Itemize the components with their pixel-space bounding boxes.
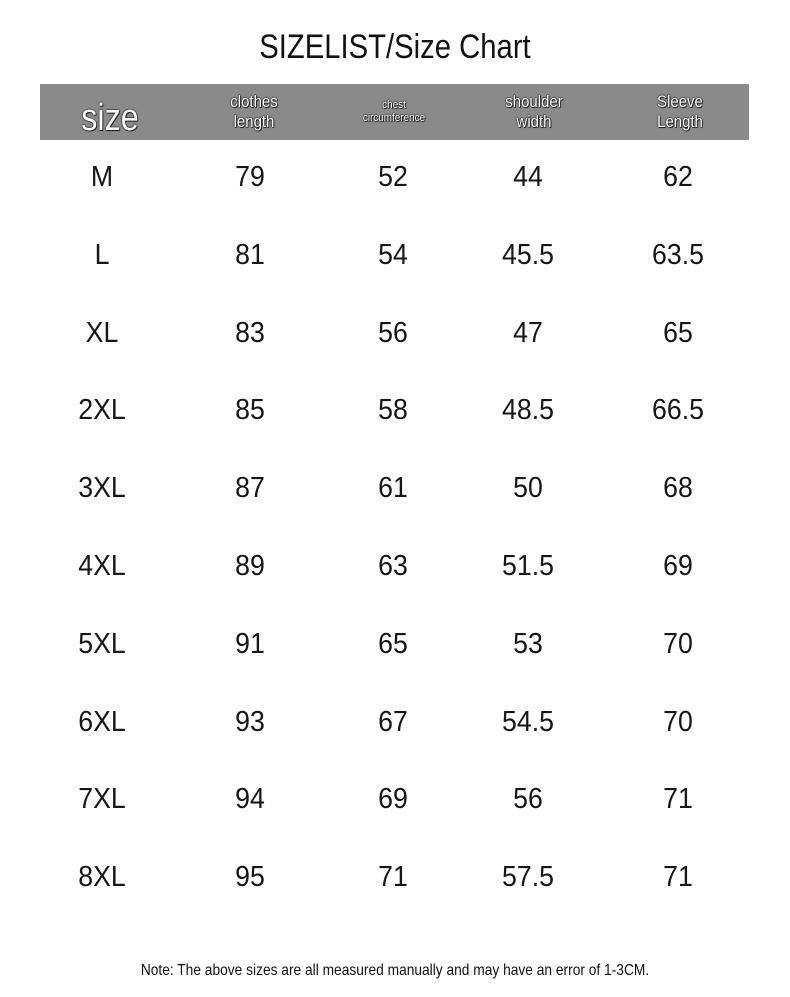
measurement-note: Note: The above sizes are all measured manually and may have an error of 1-3CM. — [140, 962, 650, 979]
cell-clothes-length: 91 — [235, 628, 265, 660]
header-chest-line2: circumference — [362, 112, 426, 124]
header-sleeve-length — [627, 84, 733, 140]
cell-chest: 56 — [378, 317, 408, 349]
cell-chest: 54 — [378, 239, 408, 271]
table-row — [0, 390, 790, 430]
cell-sleeve: 68 — [663, 472, 693, 504]
cell-shoulder: 48.5 — [502, 394, 554, 426]
cell-shoulder: 44 — [513, 161, 543, 193]
cell-sleeve: 66.5 — [652, 394, 704, 426]
header-clothes-length-line2: length — [233, 112, 275, 131]
header-clothes-length — [201, 84, 307, 140]
cell-clothes-length: 95 — [235, 861, 265, 893]
table-row — [0, 235, 790, 275]
header-shoulder-line1: shoulder — [505, 92, 563, 112]
cell-shoulder: 45.5 — [502, 239, 554, 271]
cell-clothes-length: 93 — [235, 706, 265, 738]
table-row — [0, 779, 790, 819]
cell-clothes-length: 89 — [235, 550, 265, 582]
cell-chest: 63 — [378, 550, 408, 582]
table-row — [0, 624, 790, 664]
cell-size: 6XL — [78, 706, 126, 738]
header-size — [68, 84, 153, 140]
cell-sleeve: 69 — [663, 550, 693, 582]
cell-size: L — [94, 239, 110, 271]
header-clothes-length-line1: clothes — [230, 92, 278, 112]
table-row — [0, 702, 790, 742]
cell-shoulder: 47 — [513, 317, 543, 349]
cell-size: 2XL — [78, 394, 126, 426]
cell-shoulder: 56 — [513, 783, 543, 815]
cell-chest: 58 — [378, 394, 408, 426]
cell-sleeve: 62 — [663, 161, 693, 193]
cell-sleeve: 70 — [663, 628, 693, 660]
cell-clothes-length: 85 — [235, 394, 265, 426]
cell-chest: 65 — [378, 628, 408, 660]
cell-chest: 67 — [378, 706, 408, 738]
cell-sleeve: 70 — [663, 706, 693, 738]
cell-shoulder: 53 — [513, 628, 543, 660]
cell-shoulder: 51.5 — [502, 550, 554, 582]
table-row — [0, 468, 790, 508]
cell-size: XL — [85, 317, 119, 349]
cell-chest: 52 — [378, 161, 408, 193]
header-shoulder-line2: width — [516, 112, 552, 131]
cell-size: 3XL — [78, 472, 126, 504]
cell-clothes-length: 87 — [235, 472, 265, 504]
cell-size: 4XL — [78, 550, 126, 582]
header-sleeve-line2: Length — [657, 112, 703, 131]
page-title: SIZELIST/Size Chart — [259, 28, 531, 66]
cell-clothes-length: 79 — [235, 161, 265, 193]
cell-clothes-length: 83 — [235, 317, 265, 349]
cell-sleeve: 65 — [663, 317, 693, 349]
cell-clothes-length: 94 — [235, 783, 265, 815]
cell-sleeve: 63.5 — [652, 239, 704, 271]
header-sleeve-line1: Sleeve — [657, 92, 703, 112]
header-shoulder-width — [481, 84, 587, 140]
cell-size: 8XL — [78, 861, 126, 893]
header-chest-circumference — [340, 84, 448, 140]
cell-size: M — [90, 161, 114, 193]
table-row — [0, 857, 790, 897]
cell-shoulder: 50 — [513, 472, 543, 504]
cell-size: 5XL — [78, 628, 126, 660]
cell-size: 7XL — [78, 783, 126, 815]
header-size-label: size — [81, 97, 139, 140]
table-row — [0, 546, 790, 586]
cell-sleeve: 71 — [663, 783, 693, 815]
cell-chest: 71 — [378, 861, 408, 893]
cell-sleeve: 71 — [663, 861, 693, 893]
header-chest-line1: chest — [382, 99, 406, 112]
cell-shoulder: 54.5 — [502, 706, 554, 738]
cell-chest: 69 — [378, 783, 408, 815]
cell-clothes-length: 81 — [235, 239, 265, 271]
table-row — [0, 157, 790, 197]
cell-chest: 61 — [378, 472, 408, 504]
cell-shoulder: 57.5 — [502, 861, 554, 893]
table-row — [0, 313, 790, 353]
